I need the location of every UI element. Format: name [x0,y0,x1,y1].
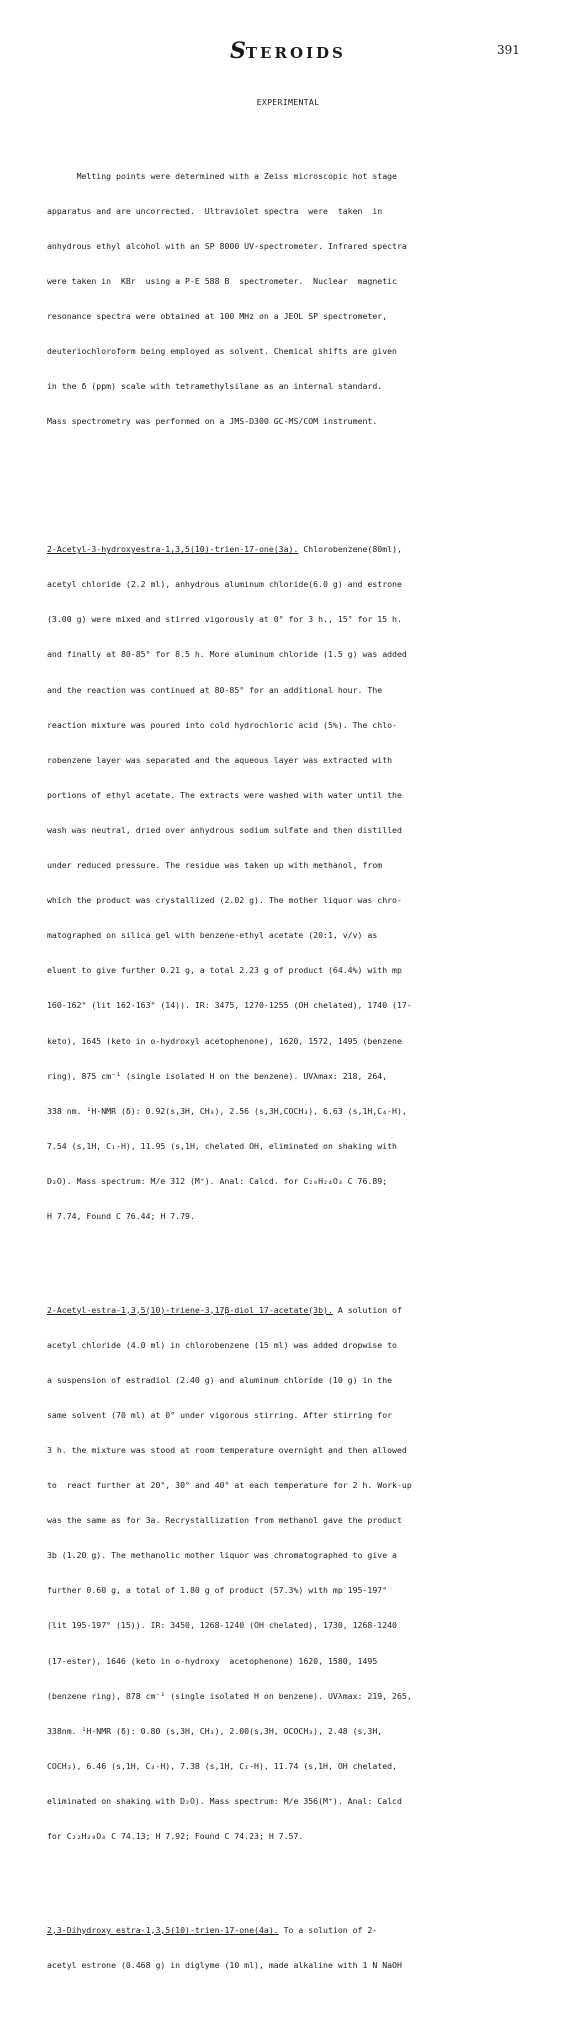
journal-name [230,38,346,64]
text-line: COCH₃), 6.46 (s,1H, C₄-H), 7.38 (s,1H, C₁-H), 11.74 (s,1H, OH chelated, [47,1760,397,1771]
text-line: acetyl chloride (4.0 ml) in chlorobenzene (15 ml) was added dropwise to [47,1339,397,1350]
text-line: portions of ethyl acetate. The extracts were washed with water until the [47,789,402,800]
article-body [47,112,537,2030]
page-number: 391 [497,43,520,57]
text-line: Mass spectrometry was performed on a JMS-D300 GC-MS/COM instrument. [47,416,378,427]
text-line: anhydrous ethyl alcohol with an SP 8000 UV-spectrometer. Infrared spectra [47,240,407,251]
text-line: 2-Acetyl-3-hydroxyestra-1,3,5(10)-trien-17-one(3a). Chlorobenzene(80ml), [47,544,402,555]
compound-heading: 2-Acetyl-estra-1,3,5(10)-triene-3,17β-diol 17-acetate(3b). [47,1304,333,1315]
text-line: eluent to give further 0.21 g, a total 2.23 g of product (64.4%) with mp [47,965,402,976]
text-line: 3b (1.20 g). The methanolic mother liquor was chromatographed to give a [47,1550,397,1561]
text-line: Melting points were determined with a Zeiss microscopic hot stage [47,170,397,181]
text-line: a suspension of estradiol (2.40 g) and aluminum chloride (10 g) in the [47,1374,393,1385]
text-line: for C₂₂H₂₈O₄ C 74.13; H 7.92; Found C 74.23; H 7.57. [47,1830,304,1841]
text-line: 160-162° (lit 162-163° (14)). IR: 3475, 1270-1255 (OH chelated), 1740 (17- [47,1000,412,1011]
text-line: and the reaction was continued at 80-85° for an additional hour. The [47,684,383,695]
journal-initial: S [230,38,246,64]
text-line: (benzene ring), 878 cm⁻¹ (single isolated H on benzene). UVλmax: 219, 265, [47,1690,412,1701]
compound-3b-paragraph [47,1281,537,1866]
text-line: to react further at 20°, 30° and 40° at each temperature for 2 h. Work-up [47,1480,412,1491]
text-line: reaction mixture was poured into cold hydrochloric acid (5%). The chlo- [47,719,397,730]
text-line: were taken in KBr using a P-E 588 B spectrometer. Nuclear magnetic [47,275,397,286]
intro-paragraph [47,147,537,451]
text-line: resonance spectra were obtained at 100 MHz on a JEOL SP spectrometer, [47,310,388,321]
text-line: further 0.60 g, a total of 1.80 g of product (57.3%) with mp 195-197° [47,1585,388,1596]
section-title: EXPERIMENTAL [256,97,320,107]
text-line: (17-ester), 1646 (keto in o-hydroxy acetophenone) 1620, 1580, 1495 [47,1655,378,1666]
text-line: H 7.74, Found C 76.44; H 7.79. [47,1210,195,1221]
text-line: under reduced pressure. The residue was taken up with methanol, from [47,860,383,871]
text-line: acetyl estrone (0.468 g) in diglyme (10 ml), made alkaline with 1 N NaOH [47,1959,402,1970]
text-line: ring), 875 cm⁻¹ (single isolated H on the benzene). UVλmax: 218, 264, [47,1070,388,1081]
text-line: eliminated on shaking with D₂O). Mass spectrum: M/e 356(M⁺). Anal: Calcd [47,1795,402,1806]
compound-3a-paragraph [47,521,537,1246]
text-line: D₂O). Mass spectrum: M/e 312 (M⁺). Anal: Calcd. for C₂₀H₂₄O₃ C 76.89; [47,1175,388,1186]
text-line: 2,3-Dihydroxy estra-1,3,5(10)-trien-17-one(4a). To a solution of 2- [47,1924,378,1935]
text-line: 7.54 (s,1H, C₁-H), 11.95 (s,1H, chelated OH, eliminated on shaking with [47,1140,397,1151]
text-line: deuteriochloroform being employed as solvent. Chemical shifts are given [47,345,397,356]
text-line: and finally at 80-85° for 8.5 h. More aluminum chloride (1.5 g) was added [47,649,407,660]
running-header [0,38,576,62]
text-line: matographed on silica gel with benzene-ethyl acetate (20:1, v/v) as [47,930,378,941]
text-line: 2-Acetyl-estra-1,3,5(10)-triene-3,17β-diol 17-acetate(3b). A solution of [47,1304,402,1315]
text-line: 3 h. the mixture was stood at room temperature overnight and then allowed [47,1444,407,1455]
text-line: in the δ (ppm) scale with tetramethylsilane as an internal standard. [47,381,383,392]
text-line: same solvent (70 ml) at 0° under vigorous stirring. After stirring for [47,1409,393,1420]
text-line: robenzene layer was separated and the aqueous layer was extracted with [47,754,393,765]
text-line: (lit 195-197° (15)). IR: 3450, 1268-1240 (OH chelated), 1730, 1268-1240 [47,1620,397,1631]
text-line: 338nm. ¹H-NMR (δ): 0.80 (s,3H, CH₃), 2.00(s,3H, OCOCH₃), 2.48 (s,3H, [47,1725,383,1736]
text-line: acetyl chloride (2.2 ml), anhydrous aluminum chloride(6.0 g) and estrone [47,579,402,590]
journal-name-rest: TEROIDS [245,44,346,62]
text-line: apparatus and are uncorrected. Ultraviolet spectra were taken in [47,205,383,216]
text-line: wash was neutral, dried over anhydrous sodium sulfate and then distilled [47,824,402,835]
text-line: 338 nm. ¹H-NMR (δ): 0.92(s,3H, CH₃), 2.56 (s,3H,COCH₃), 6.63 (s,1H,C₄-H), [47,1105,407,1116]
compound-heading: 2-Acetyl-3-hydroxyestra-1,3,5(10)-trien-17-one(3a). [47,544,299,555]
text-line: which the product was crystallized (2.02 g). The mother liquor was chro- [47,895,402,906]
compound-heading: 2,3-Dihydroxy estra-1,3,5(10)-trien-17-one(4a). [47,1924,279,1935]
text-line: (3.00 g) were mixed and stirred vigorously at 0° for 3 h., 15° for 15 h. [47,614,402,625]
text-line: was the same as for 3a. Recrystallization from methanol gave the product [47,1515,402,1526]
compound-4a-paragraph [47,1901,537,1995]
text-line: keto), 1645 (keto in o-hydroxyl acetophenone), 1620, 1572, 1495 (benzene [47,1035,402,1046]
